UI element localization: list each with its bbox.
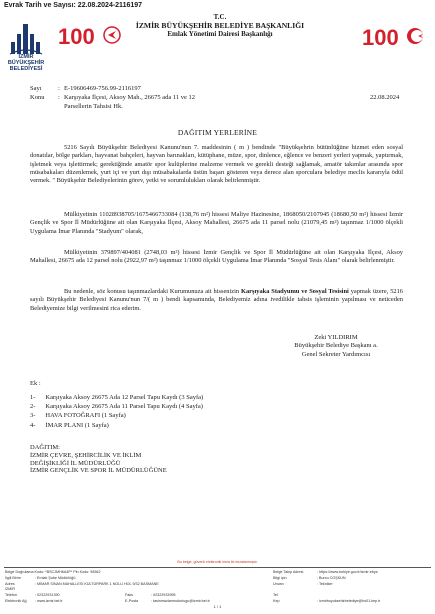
tel-label: Tel xyxy=(273,593,278,597)
unit-label: İlgili Birim xyxy=(5,576,21,580)
address-value: : MİMAR SİNAN MAHALLESİ KÜLTÜRPARK 1 NOLU HOL 9/32 BASMANE xyxy=(35,582,159,586)
header-department: Emlak Yönetimi Dairesi Başkanlığı xyxy=(167,30,273,39)
page-number: 1 / 1 xyxy=(213,604,222,609)
signatory-title-2: Genel Sekreter Yardımcısı xyxy=(301,350,371,358)
signature-block xyxy=(276,334,396,359)
attachment-item: 3- HAVA FOTOĞRAFI (1 Sayfa) xyxy=(30,412,126,420)
verification-code: Belge Doğrulama Kodu: *BSCJMH6A4P* Pin Kodu: 98362 xyxy=(5,570,101,574)
republic-100-logo xyxy=(56,22,126,48)
konu-sep: : xyxy=(58,94,60,101)
document-date: 22.08.2024 xyxy=(370,94,400,101)
tracking-label: Belge Takip Adresi xyxy=(273,570,304,574)
distribution-label: DAĞITIM: xyxy=(30,444,60,451)
konu-line2: Parsellerin Tahsisi Hk. xyxy=(64,103,123,110)
sayi-label: Sayı xyxy=(30,85,42,92)
attachment-item: 2- Karşıyaka Aksoy 26675 Ada 11 Parsel Tapu Kaydı (4 Sayfa) xyxy=(30,403,203,411)
kep-value: : izmirbuyuksehirbelediye@hs01.kep.tr xyxy=(317,599,381,603)
paragraph-1: 5216 Sayılı Büyükşehir Belediyesi Kanunu'nun 7. maddesinin ( m ) bendinde "Büyükşehrin bütünlüğüne hizmet eden sosyal donatılar, bölge parkları, hayvanat bahçeleri, hayvan barınakları, kütüphane, müze, spor, dinlence, eğlence ve benzeri yerleri yapmak, yaptırmak, işletmek veya işlettirmek; gerektiğinde amatör spor kulüplerine malzeme vermek ve gerekli desteği sağlamak, amatör takımlar arasında spor müsabakaları düzenlemek, yurt içi ve yurt dışı müsabakalarda üstün başarı gösteren veya derece alan sporculara belediye meclis kararıyla ödül vermek. " Büyükşehir Belediyelerinin görev, yetki ve sorumlulukları olarak belirlenmiştir. xyxy=(30,144,403,185)
sayi-sep: : xyxy=(58,85,60,92)
phone-value: : 02322931390 xyxy=(35,593,60,597)
address-city: İZMİR xyxy=(5,587,16,591)
signatory-title-1: Büyükşehir Belediye Başkanı a. xyxy=(294,342,378,350)
distribution-recipient-1b: DEĞİŞİKLİĞİ İL MÜDÜRLÜĞÜ xyxy=(30,459,121,467)
svg-text:100: 100 xyxy=(58,24,95,48)
header-tc: T.C. xyxy=(213,13,227,21)
title-label: Unvan xyxy=(273,582,284,586)
header-institution: İZMİR BÜYÜKŞEHİR BELEDİYE BAŞKANLIĞI xyxy=(135,20,305,30)
paragraph-4: Bu nedenle, söz konusu taşınmazlardaki Kurumunuza ait hissenizin Karşıyaka Stadyumu ve Sosyal Tesisini yapmak üzere, 5216 sayılı Büyükşehir Belediyesi Kanunu'nun 7/( m ) bendi kapsamında, Belediyemiz adına ivedilikle tahsis işleminin yapılması ve neticeden Belediyemize bilgi verilmesini rica ederim. xyxy=(30,288,403,312)
svg-text:100: 100 xyxy=(362,25,399,48)
email-value[interactable]: : tasinmazlarmudurlugu@izmir.bel.tr xyxy=(151,599,210,603)
letterhead xyxy=(130,13,310,39)
signatory-name: Zeki YILDIRIM xyxy=(314,334,358,341)
address-label: Adres xyxy=(5,582,15,586)
distribution-recipient-1: İZMİR ÇEVRE, ŞEHİRCİLİK VE İKLİM xyxy=(30,451,142,459)
paragraph-2: Mülkiyetinin 11028938705/16754667330​84 (138,76 m²) hissesi Maliye Hazinesine, 1868050/2107945 (18680,50 m²) hissesi İzmir Gençlik ve Spor İl Müdürlüğüne ait olan Karşıyaka İlçesi, Aksoy Mahallesi, 26675 ada 11 parsel nolu (21079,45 m²) taşınmaz 1/1000 ölçekli Uygulama İmar Planında "Stadyum" olarak, xyxy=(30,211,403,235)
fax-value: : 02322933995 xyxy=(151,593,176,597)
document-title: DAĞITIM YERLERİNE xyxy=(177,128,258,137)
title-value: : Tekniker xyxy=(317,582,333,586)
website-value[interactable]: : www.izmir.bel.tr xyxy=(35,599,63,603)
website-label: Elektronik Ağ xyxy=(5,599,27,603)
document-number-label: Evrak Tarih ve Sayısı: 22.08.2024-2116197 xyxy=(4,2,143,9)
konu-line1: Karşıyaka İlçesi, Aksoy Mah., 26675 ada 11 ve 12 xyxy=(64,94,195,101)
paragraph-3: Mülkiyetinin 379897/404081 (2748,03 m²) hissesi İzmir Gençlik ve Spor İl Müdürlüğüne ait olan Karşıyaka İlçesi, Aksoy Mahallesi, 26675 ada 12 parsel nolu (2922,97 m²) taşınmaz 1/1000 ölçekli Uygulama İmar Planında "Sosyal Tesis Alanı" olarak belirlenmiştir. xyxy=(30,249,403,265)
email-label: E-Posta xyxy=(125,599,139,603)
contact-value: : Burcu COŞKUN xyxy=(317,576,346,580)
attachments-list xyxy=(30,393,213,430)
fax-label: Faks xyxy=(125,593,133,597)
tracking-link[interactable]: : https://www.turkiye.gov.tr/izmir-ebys xyxy=(317,570,378,574)
republic-100-logo-right xyxy=(360,24,428,48)
footer-divider xyxy=(4,567,431,568)
contact-label: Bilgi için xyxy=(273,576,287,580)
attachments-label: Ek : xyxy=(30,380,41,387)
footer-contact xyxy=(5,569,432,605)
attachment-item: 1- Karşıyaka Aksoy 26675 Ada 12 Parsel Tapu Kaydı (3 Sayfa) xyxy=(30,394,204,401)
sayi-value: E-19606469-756.99-2116197 xyxy=(64,85,141,92)
kep-label: Kep xyxy=(273,599,280,603)
phone-label: Telefon xyxy=(5,593,17,597)
attachment-item: 4- İMAR PLANI (1 Sayfa) xyxy=(30,421,109,429)
konu-label: Konu xyxy=(30,94,45,101)
distribution-block xyxy=(30,444,167,475)
e-signature-note: Bu belge, güvenli elektronik imza ile imzalanmıştır. xyxy=(177,560,258,564)
izmir-logo-text: İZMİR BÜYÜKŞEHİR BELEDİYESİ xyxy=(7,54,45,72)
distribution-recipient-2: İZMİR GENÇLİK VE SPOR İL MÜDÜRLÜĞÜNE xyxy=(30,467,167,475)
unit-value: : Emlak Şube Müdürlüğü xyxy=(35,576,76,580)
